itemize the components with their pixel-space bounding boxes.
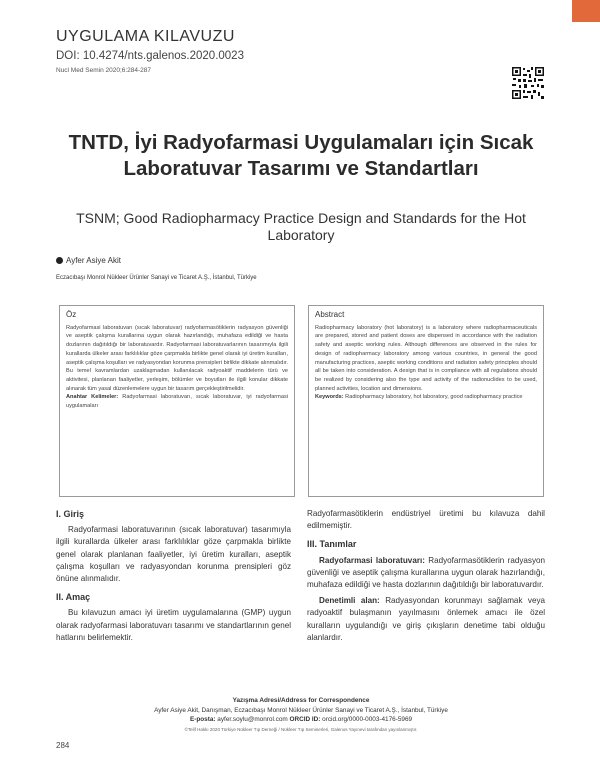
abstract-turkish-heading: Öz — [66, 310, 77, 319]
paragraph: Radyofarmasötiklerin endüstriyel üretimi bu kılavuza dahil edilmemiştir. — [307, 509, 545, 531]
correspondence-address: Ayfer Asiye Akit, Danışman, Eczacıbaşı Monrol Nükleer Ürünler Sanayi ve Ticaret A.Ş., İstanbul, Türkiye — [154, 706, 448, 714]
journal-reference: Nucl Med Semin 2020;6:284-287 — [56, 67, 152, 74]
abstract-turkish-body: Radyofarmasi laboratuvarı (sıcak laboratuvar) radyofarmasötiklerin radyasyon güvenliği ve aseptik çalışma kurallarına uygun olarak hazırlandığı, muhafaza edildiği ve hasta dozlarının dağıtıldığı bir laboratuvardır. Radyofarmasi laboratuvarlarının tasarımıyla ilgili kurallarda ülkeler arası farklılıklar göze çarpmakla birlikte genel olarak iyi üretim kuralları, aseptik çalışma koşulları ve radyasyondan korunma prensipleri birlikte dikkate alınmalıdır. Bu temel kavramlardan uzaklaşmadan kullanılacak radyoaktif maddelerin türü ve aktivitesi, planlanan faaliyetler, yerleşim, bölümler ve boyutları ile ilgili konular dikkate alınarak tüm yasal düzenlemelere uygun bir tasarım gerçekleştirilmelidir. — [66, 324, 288, 392]
doi[interactable]: DOI: 10.4274/nts.galenos.2020.0023 — [56, 50, 244, 62]
correspondence — [56, 696, 546, 734]
article-category: UYGULAMA KILAVUZU — [56, 28, 235, 45]
abstract-english-keywords: Keywords: Radiopharmacy laboratory, hot laboratory, good radiopharmacy practice — [315, 394, 523, 401]
page-number: 284 — [56, 741, 70, 750]
author-name: Ayfer Asiye Akit — [66, 256, 121, 265]
body-right-column — [307, 508, 545, 648]
email-link[interactable]: ayfer.soylu@monrol.com — [217, 716, 288, 724]
section-heading-aim: II. Amaç — [56, 592, 91, 603]
orcid-icon[interactable] — [56, 257, 63, 264]
paragraph: Radyofarmasi laboratuvarının (sıcak laboratuvar) tasarımıyla ilgili kurallarda ülkeler arası farklılıklar göze çarpmakla birlikte genel olarak planlanan faaliyetler, iyi üretim kuralları, aseptik çalışma koşulları ve radyasyondan korunma prensipleri göz önüne alınmalıdır. — [56, 525, 291, 584]
correspondence-contact: E-posta: ayfer.soylu@monrol.com ORCID ID: orcid.org/0000-0003-4176-5969 — [189, 716, 413, 724]
article-title-english: TSNM; Good Radiopharmacy Practice Design and Standards for the Hot Laboratory — [76, 210, 526, 243]
article-title-turkish: TNTD, İyi Radyofarmasi Uygulamaları için Sıcak Laboratuvar Tasarımı ve Standartları — [68, 131, 534, 180]
definition-item: Radyofarmasi laboratuvarı: Radyofarmasötiklerin radyasyon güvenliği ve aseptik çalışma kurallarına uygun olarak hazırlandığı, muhafaza edildiği ve hasta dozlarının dağıtıldığı bir laboratuvardır. — [307, 555, 545, 590]
definition-item: Denetimli alan: Radyasyondan korunmayı sağlamak veya radyoaktif bulaşmanın yayılmasını önlemek amacı ile özel kuralların uygulandığı ve giriş çıkışların denetime tabi olduğu alanlardır. — [307, 596, 546, 642]
section-heading-definitions: III. Tanımlar — [307, 539, 357, 550]
abstract-turkish — [59, 305, 295, 497]
author — [56, 256, 121, 265]
orcid-link[interactable]: orcid.org/0000-0003-4176-5969 — [322, 716, 413, 724]
body-left-column — [56, 508, 291, 648]
accent-corner — [572, 0, 600, 22]
abstract-english — [308, 305, 544, 497]
section-heading-introduction: I. Giriş — [56, 509, 85, 519]
abstract-turkish-keywords: Anahtar Kelimeler: Radyofarmasi laboratuvarı, sıcak laboratuvar, iyi radyofarmasi uygulamaları — [66, 394, 288, 410]
abstract-english-body: Radiopharmacy laboratory (hot laboratory) is a laboratory where radiopharmaceuticals are prepared, stored and patient doses are dispensed in accordance with the radiation safety and aseptic working rules. Although differences are observed in the rules for design of radiopharmacy laboratory among various countries, in general the good manufacturing practices, aseptic working conditions and radiation safety principles should all be taken into consideration. A design that is in compliance with all regulations should be realized by considering also the type and activity of the radionuclides to be used, planned activities, location and dimensions. — [315, 324, 537, 392]
abstract-english-heading: Abstract — [315, 310, 345, 319]
qr-code-icon — [511, 66, 545, 100]
paragraph: Bu kılavuzun amacı iyi üretim uygulamalarına (GMP) uygun olarak radyofarmasi laboratuvarı tasarımı ve standartlarının genel hatlarını belirlemektir. — [56, 608, 291, 642]
copyright-notice: ©Telif Hakkı 2020 Türkiye Nükleer Tıp Derneği / Nükleer Tıp Seminerleri, Galenos Yayınevi tarafından yayınlanmıştır. — [184, 726, 418, 732]
correspondence-title: Yazışma Adresi/Address for Correspondence — [232, 697, 370, 704]
author-affiliation: Eczacıbaşı Monrol Nükleer Ürünler Sanayi ve Ticaret A.Ş., İstanbul, Türkiye — [56, 275, 257, 281]
